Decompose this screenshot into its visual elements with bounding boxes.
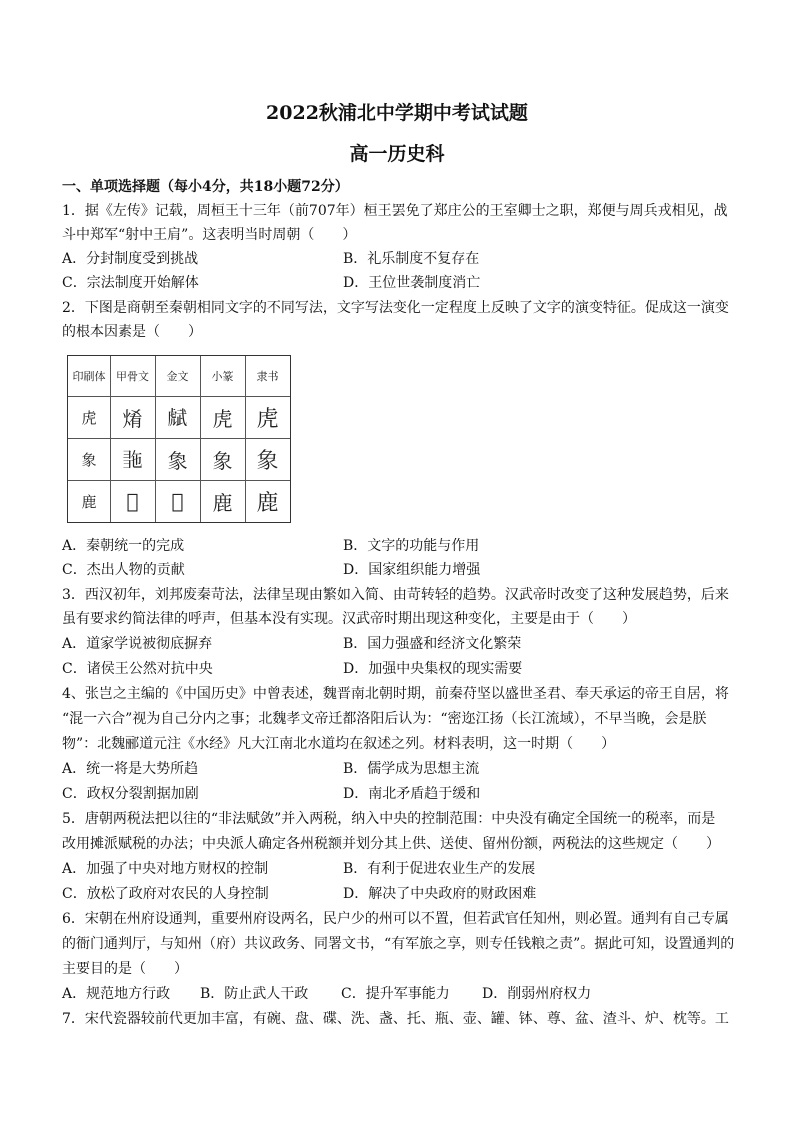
q4-line-2: “混一六合”视为自己分内之事；北魏孝文帝迁都洛阳后认为：“密迩江扬（长江流域），不早当晚，会是朕 bbox=[62, 711, 707, 727]
q2-line-2: 的根本因素是（ ） bbox=[62, 324, 202, 340]
q6-line-3: 主要目的是（ ） bbox=[62, 961, 188, 977]
fig-cell-tiger-print: 虎 bbox=[81, 408, 97, 427]
q7-line-1: 7．宋代瓷器较前代更加丰富，有碗、盘、碟、洗、盏、托、瓶、壶、罐、钵、尊、盆、渣斗、炉、枕等。工 bbox=[62, 1011, 729, 1027]
q5-option-b: B．有利于促进农业生产的发展 bbox=[343, 861, 536, 877]
q3-option-d: D．加强中央集权的现实需要 bbox=[343, 661, 523, 677]
exam-title: 2022秋浦北中学期中考试试题 bbox=[266, 102, 528, 124]
q1-line-2: 斗中郑军“射中王肩”。这表明当时周朝（ ） bbox=[62, 227, 357, 243]
q5-option-c: C．放松了政府对农民的人身控制 bbox=[62, 886, 269, 902]
q4-option-b: B．儒学成为思想主流 bbox=[343, 761, 480, 777]
q2-option-a: A．秦朝统一的完成 bbox=[62, 538, 185, 554]
q6-line-2: 的衙门通判厅，与知州（府）共议政务、同署文书，“有军旅之享，则专任钱粮之责”。据此可知，设置通判的 bbox=[62, 936, 735, 952]
q4-line-3: 物”：北魏郦道元注《水经》凡大江南北水道均在叙述之列。材料表明，这一时期（ ） bbox=[62, 736, 616, 752]
fig-cell-tiger-oracle: 𤉶 bbox=[122, 406, 143, 431]
q4-option-a: A．统一将是大势所趋 bbox=[62, 761, 199, 777]
fig-cell-deer-bronze: 𪊤 bbox=[171, 489, 184, 513]
fig-header-oracle: 甲骨文 bbox=[116, 370, 149, 383]
q1-option-b: B．礼乐制度不复存在 bbox=[343, 251, 480, 267]
q1-line-1: 1．据《左传》记载，周桓王十三年（前707年）桓王罢免了郑庄公的王室卿士之职，郑便与周兵戎相见，战 bbox=[62, 203, 728, 219]
q3-option-b: B．国力强盛和经济文化繁荣 bbox=[343, 636, 522, 652]
q1-option-a: A．分封制度受到挑战 bbox=[62, 251, 199, 267]
fig-cell-deer-clerical: 鹿 bbox=[256, 490, 279, 516]
fig-cell-elephant-print: 象 bbox=[81, 450, 97, 469]
q3-option-c: C．诸侯王公然对抗中央 bbox=[62, 661, 213, 677]
exam-subtitle: 高一历史科 bbox=[349, 143, 445, 165]
script-evolution-figure bbox=[67, 355, 291, 523]
fig-header-print: 印刷体 bbox=[72, 370, 106, 383]
fig-cell-elephant-oracle: 𢑠 bbox=[122, 447, 143, 472]
q4-line-1: 4、张岂之主编的《中国历史》中曾表述，魏晋南北朝时期，前秦苻坚以盛世圣君、奉天承运的帝王自居，将 bbox=[62, 686, 729, 702]
q5-line-2: 改用摊派赋税的办法；中央派人确定各州税额并划分其上供、送使、留州份额，两税法的这些规定（ ） bbox=[62, 836, 720, 852]
fig-cell-elephant-clerical: 象 bbox=[256, 448, 279, 474]
fig-cell-elephant-seal: 象 bbox=[212, 448, 233, 473]
q6-option-a: A．规范地方行政 bbox=[62, 986, 171, 1002]
fig-cell-tiger-bronze: 𧇭 bbox=[167, 405, 188, 430]
q2-option-d: D．国家组织能力增强 bbox=[343, 562, 481, 578]
q2-option-c: C．杰出人物的贡献 bbox=[62, 562, 185, 578]
q2-line-1: 2．下图是商朝至秦朝相同文字的不同写法，文字写法变化一定程度上反映了文字的演变特征。促成这一演变 bbox=[62, 300, 729, 316]
q6-option-c: C．提升军事能力 bbox=[341, 986, 450, 1002]
q1-option-c: C．宗法制度开始解体 bbox=[62, 275, 199, 291]
fig-header-bronze: 金文 bbox=[166, 370, 189, 383]
fig-header-clerical: 隶书 bbox=[256, 370, 279, 383]
q3-option-a: A．道家学说被彻底摒弃 bbox=[62, 636, 213, 652]
fig-cell-deer-seal: 鹿 bbox=[212, 490, 233, 515]
fig-cell-deer-print: 鹿 bbox=[81, 492, 97, 511]
q5-option-a: A．加强了中央对地方财权的控制 bbox=[62, 861, 269, 877]
fig-cell-deer-oracle: 𪊞 bbox=[126, 489, 139, 513]
q5-line-1: 5．唐朝两税法把以往的“非法赋敛”并入两税，纳入中央的控制范围：中央没有确定全国统一的税率，而是 bbox=[62, 811, 716, 827]
fig-cell-tiger-clerical: 虎 bbox=[256, 406, 279, 432]
q6-line-1: 6．宋朝在州府设通判，重要州府设两名，民户少的州可以不置，但若武官任知州，则必置。通判有自己专属 bbox=[62, 911, 729, 927]
q6-option-b: B．防止武人干政 bbox=[200, 986, 309, 1002]
q4-option-d: D．南北矛盾趋于缓和 bbox=[343, 786, 481, 802]
q4-option-c: C．政权分裂割据加剧 bbox=[62, 786, 199, 802]
q3-line-1: 3．西汉初年，刘邦废秦苛法，法律呈现由繁如入简、由苛转轻的趋势。汉武帝时改变了这种发展趋势，后来 bbox=[62, 587, 729, 603]
q6-option-d: D．削弱州府权力 bbox=[482, 986, 592, 1002]
q1-option-d: D．王位世袭制度消亡 bbox=[343, 275, 481, 291]
fig-header-seal: 小篆 bbox=[211, 370, 234, 383]
q5-option-d: D．解决了中央政府的财政困难 bbox=[343, 886, 537, 902]
fig-cell-elephant-bronze: 𧰼 bbox=[167, 448, 188, 473]
fig-cell-tiger-seal: 虎 bbox=[212, 406, 233, 431]
section-heading: 一、单项选择题（每小4分，共18小题72分） bbox=[62, 179, 349, 195]
q2-option-b: B．文字的功能与作用 bbox=[343, 538, 480, 554]
q3-line-2: 虽有要求约简法律的呼声，但基本没有实现。汉武帝时期出现这种变化，主要是由于（ ） bbox=[62, 611, 636, 627]
